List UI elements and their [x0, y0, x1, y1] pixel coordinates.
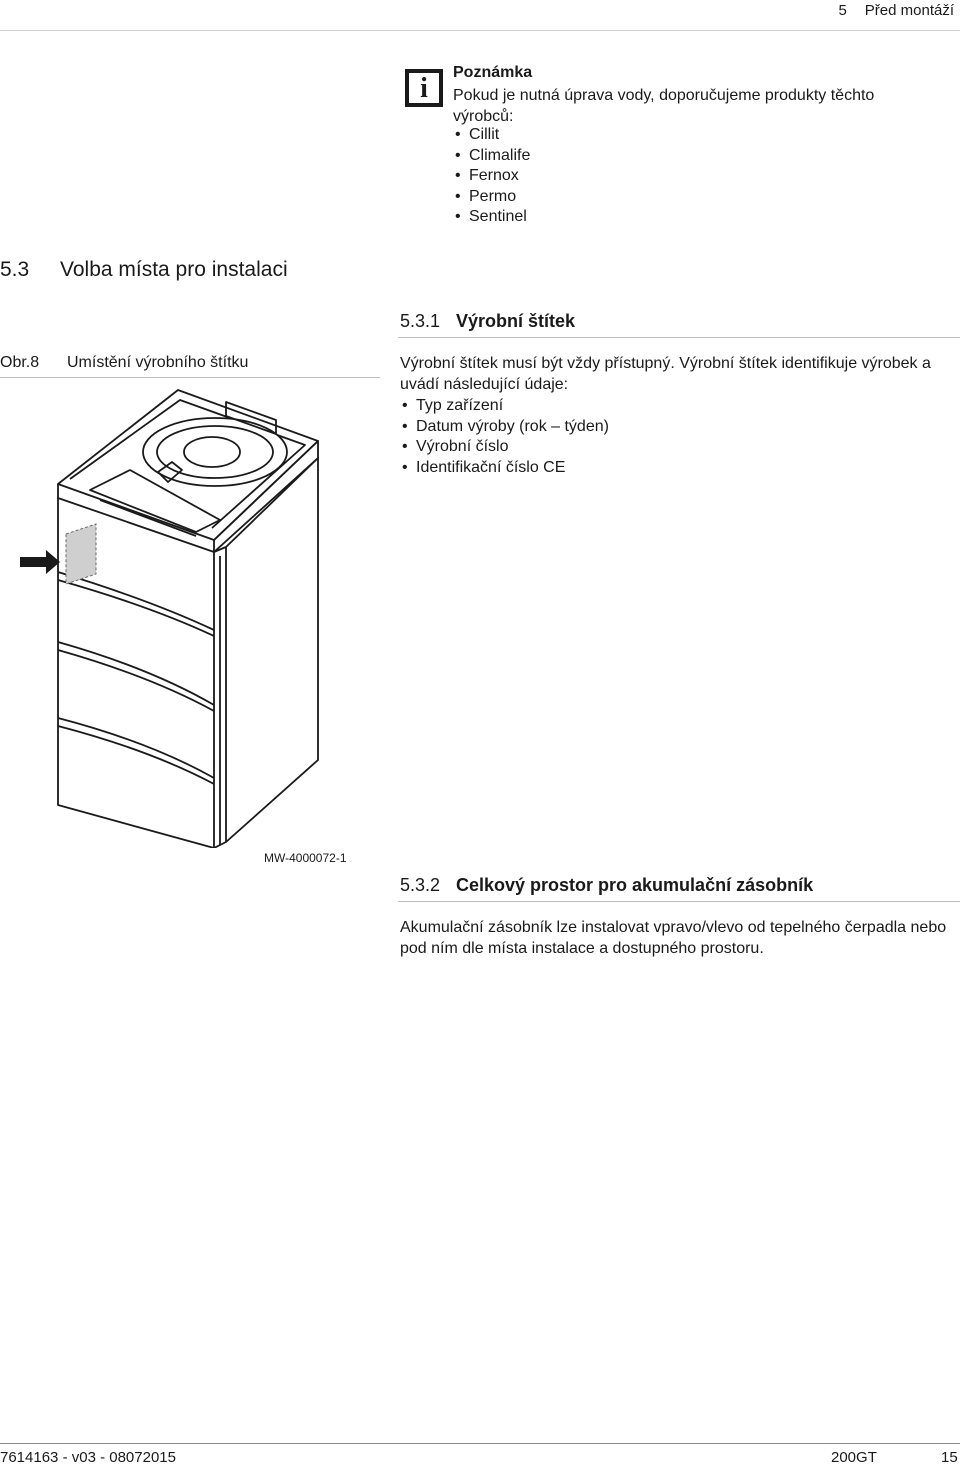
subsection-title: Celkový prostor pro akumulační zásobník — [456, 875, 814, 895]
list-item: • Typ zařízení — [400, 396, 609, 417]
chapter-number: 5 — [838, 2, 847, 19]
note-title: Poznámka — [453, 64, 533, 81]
list-item: • Datum výroby (rok – týden) — [400, 417, 609, 438]
bullet-list — [400, 396, 609, 478]
footer-divider — [0, 1443, 960, 1444]
body-paragraph: Akumulační zásobník lze instalovat vpravo/vlevo od tepelného čerpadla nebo pod ním dle místa instalace a dostupného prostoru. — [400, 919, 947, 957]
section-title: Volba místa pro instalaci — [60, 258, 288, 281]
subsection-number: 5.3.1 — [400, 311, 441, 331]
figure-id: MW-4000072-1 — [264, 851, 347, 865]
boiler-illustration — [0, 378, 380, 848]
info-icon — [405, 69, 443, 107]
chapter-title: Před montáží — [864, 2, 954, 19]
note-text: Pokud je nutná úprava vody, doporučujeme produkty těchto výrobců: — [453, 87, 875, 125]
list-item: • Výrobní číslo — [400, 437, 609, 458]
subsection-number: 5.3.2 — [400, 875, 441, 895]
footer-page-number: 15 — [941, 1449, 958, 1466]
page-header — [820, 2, 954, 19]
figure-number: Obr.8 — [0, 354, 40, 371]
info-icon-glyph: i — [409, 73, 439, 103]
subsection-divider — [398, 337, 960, 338]
list-item: • Permo — [453, 187, 530, 208]
list-item: • Cillit — [453, 125, 530, 146]
footer-product: 200GT — [831, 1449, 877, 1466]
section-number: 5.3 — [0, 258, 30, 281]
subsection-heading — [400, 875, 813, 896]
list-item: • Fernox — [453, 166, 530, 187]
figure-caption: Umístění výrobního štítku — [67, 354, 249, 371]
note-list — [453, 125, 530, 228]
list-item: • Sentinel — [453, 207, 530, 228]
header-divider — [0, 30, 960, 31]
list-item: • Identifikační číslo CE — [400, 458, 609, 479]
body-paragraph: Výrobní štítek musí být vždy přístupný. Výrobní štítek identifikuje výrobek a uvádí následující údaje: — [400, 355, 931, 393]
footer-doc-ref: 7614163 - v03 - 08072015 — [0, 1449, 176, 1466]
list-item: • Climalife — [453, 146, 530, 167]
subsection-divider — [398, 901, 960, 902]
subsection-title: Výrobní štítek — [456, 311, 576, 331]
section-heading — [0, 258, 288, 282]
subsection-heading — [400, 311, 575, 332]
